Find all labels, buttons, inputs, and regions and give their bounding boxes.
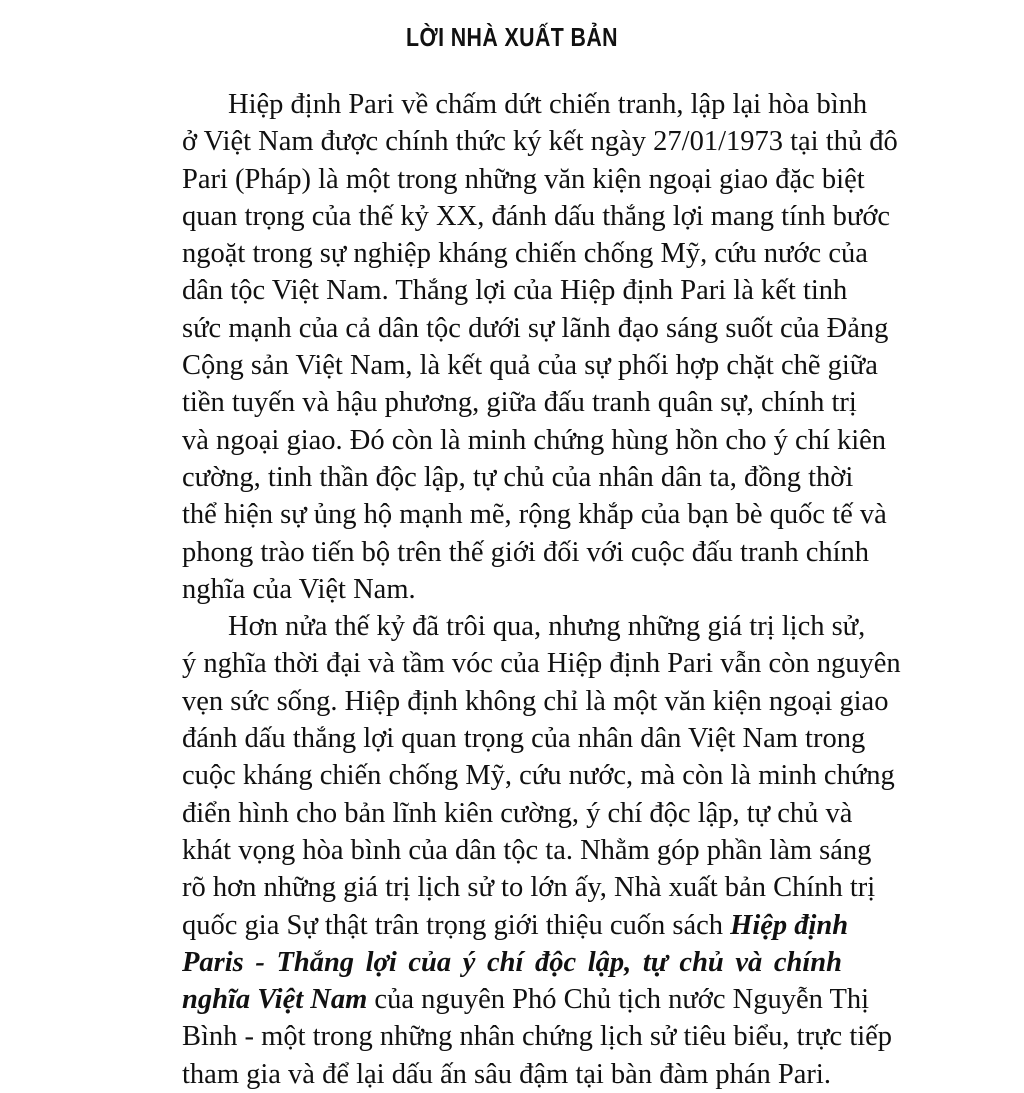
text-line: sức mạnh của cả dân tộc dưới sự lãnh đạo sáng suốt của Đảng [182,312,889,344]
text-line: Hiệp định Pari về chấm dứt chiến tranh, lập lại hòa bình [228,89,868,120]
text-line: tiền tuyến và hậu phương, giữa đấu tranh quân sự, chính trị [182,387,857,419]
text-line: ý nghĩa thời đại và tầm vóc của Hiệp định Pari vẫn còn nguyên [182,648,901,680]
text-line: thể hiện sự ủng hộ mạnh mẽ, rộng khắp của bạn bè quốc tế và [182,499,887,531]
text-line: dân tộc Việt Nam. Thắng lợi của Hiệp định Pari là kết tinh [182,275,848,307]
plain-text: của nguyên Phó Chủ tịch nước Nguyễn Thị [367,984,870,1016]
text-line: điển hình cho bản lĩnh kiên cường, ý chí độc lập, tự chủ và [182,797,853,829]
text-line [182,907,849,944]
book-title-text: Hiệp định [730,909,849,941]
plain-text: quốc gia Sự thật trân trọng giới thiệu cuốn sách [182,909,731,941]
text-line: nghĩa của Việt Nam. [182,573,416,605]
text-line: Bình - một trong những nhân chứng lịch sử tiêu biểu, trực tiếp [182,1021,893,1053]
page-title: LỜI NHÀ XUẤT BẢN [406,22,618,52]
text-line: ở Việt Nam được chính thức ký kết ngày 27/01/1973 tại thủ đô [182,126,898,158]
text-line: rõ hơn những giá trị lịch sử to lớn ấy, Nhà xuất bản Chính trị [182,872,876,904]
text-line: khát vọng hòa bình của dân tộc ta. Nhằm góp phần làm sáng [182,834,872,866]
text-line: ngoặt trong sự nghiệp kháng chiến chống Mỹ, cứu nước của [182,238,868,270]
paragraph-1 [182,86,898,608]
text-line: phong trào tiến bộ trên thế giới đối với cuộc đấu tranh chính [182,536,870,568]
text-line: quan trọng của thế kỷ XX, đánh dấu thắng lợi mang tính bước [182,200,891,232]
text-line: đánh dấu thắng lợi quan trọng của nhân dân Việt Nam trong [182,723,866,755]
text-line: Hơn nửa thế kỷ đã trôi qua, nhưng những giá trị lịch sử, [228,611,866,643]
text-line: vẹn sức sống. Hiệp định không chỉ là một văn kiện ngoại giao [182,685,889,717]
text-line [182,981,870,1018]
paragraph-2 [182,608,901,1093]
text-line: tham gia và để lại dấu ấn sâu đậm tại bàn đàm phán Pari. [182,1058,831,1090]
text-line: cuộc kháng chiến chống Mỹ, cứu nước, mà còn là minh chứng [182,760,895,792]
book-title-text: nghĩa Việt Nam [182,984,368,1016]
body-text [182,86,901,1093]
text-line: Cộng sản Việt Nam, là kết quả của sự phối hợp chặt chẽ giữa [182,350,878,382]
text-line: và ngoại giao. Đó còn là minh chứng hùng hồn cho ý chí kiên [182,424,887,456]
book-title-text: Paris - Thắng lợi của ý chí độc lập, tự chủ và chính [182,946,842,978]
text-line: cường, tinh thần độc lập, tự chủ của nhân dân ta, đồng thời [182,461,854,493]
text-line: Pari (Pháp) là một trong những văn kiện ngoại giao đặc biệt [182,163,865,195]
